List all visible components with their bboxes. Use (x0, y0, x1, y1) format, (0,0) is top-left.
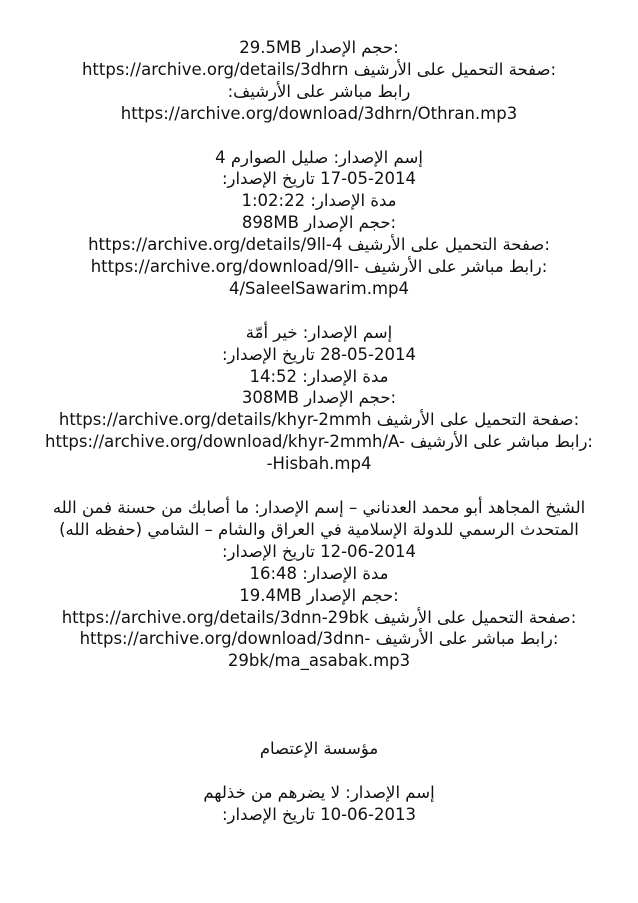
archive-download-link[interactable]: https://archive.org/download/3dhrn/Othran.mp3 (120, 103, 518, 123)
section-heading: مؤسسة الإعتصام (259, 738, 379, 758)
release-size: 29.5MB حجم الإصدار: (239, 38, 399, 57)
document-page (40, 37, 598, 826)
archive-download-link[interactable]: https://archive.org/download/3dnn- رابط مباشر على الأرشيف: (79, 629, 559, 649)
spacer (40, 716, 598, 738)
release-size: 898MB حجم الإصدار: (241, 213, 397, 233)
release-name: إسم الإصدار: خير أمّة (245, 322, 393, 342)
archive-download-link-continued[interactable]: 4/SaleelSawarim.mp4 (228, 278, 410, 298)
archive-download-link-continued[interactable]: -Hisbah.mp4 (266, 454, 372, 474)
archive-details-link[interactable]: https://archive.org/details/9ll-4 صفحة التحميل على الأرشيف: (88, 235, 550, 255)
release-date: 12-06-2014 تاريخ الإصدار: (222, 541, 416, 561)
spacer (40, 672, 598, 716)
archive-details-link[interactable]: https://archive.org/details/khyr-2mmh صفحة التحميل على الأرشيف: (58, 410, 580, 430)
archive-download-link[interactable]: https://archive.org/download/khyr-2mmh/A- رابط مباشر على الأرشيف: (45, 432, 593, 452)
release-speaker-and-name: الشيخ المجاهد أبو محمد العدناني – إسم الإصدار: ما أصابك من حسنة فمن الله (52, 497, 586, 517)
archive-details-link[interactable]: https://archive.org/details/3dhrn صفحة التحميل على الأرشيف: (81, 59, 557, 79)
release-date: 10-06-2013 تاريخ الإصدار: (222, 804, 416, 824)
archive-download-link-continued[interactable]: 29bk/ma_asabak.mp3 (227, 651, 411, 671)
release-duration: مدة الإصدار: 1:02:22 (241, 191, 397, 211)
spacer (40, 125, 598, 147)
release-date: 28-05-2014 تاريخ الإصدار: (222, 344, 416, 364)
release-duration: مدة الإصدار: 16:48 (249, 563, 389, 583)
release-size: 308MB حجم الإصدار: (241, 388, 397, 408)
release-duration: مدة الإصدار: 14:52 (249, 366, 389, 386)
release-speaker-title: المتحدث الرسمي للدولة الإسلامية في العراق والشام – الشامي (حفظه الله) (59, 519, 579, 539)
archive-direct-label: رابط مباشر على الأرشيف: (227, 81, 411, 101)
spacer (40, 475, 598, 497)
release-date: 17-05-2014 تاريخ الإصدار: (222, 169, 416, 189)
release-name: إسم الإصدار: صليل الصوارم 4 (215, 147, 423, 167)
release-name: إسم الإصدار: لا يضرهم من خذلهم (203, 782, 435, 802)
spacer (40, 300, 598, 322)
archive-details-link[interactable]: https://archive.org/details/3dnn-29bk صفحة التحميل على الأرشيف: (61, 607, 577, 627)
archive-download-link[interactable]: https://archive.org/download/9ll- رابط مباشر على الأرشيف: (90, 257, 548, 277)
spacer (40, 760, 598, 782)
release-size: 19.4MB حجم الإصدار: (239, 585, 399, 605)
